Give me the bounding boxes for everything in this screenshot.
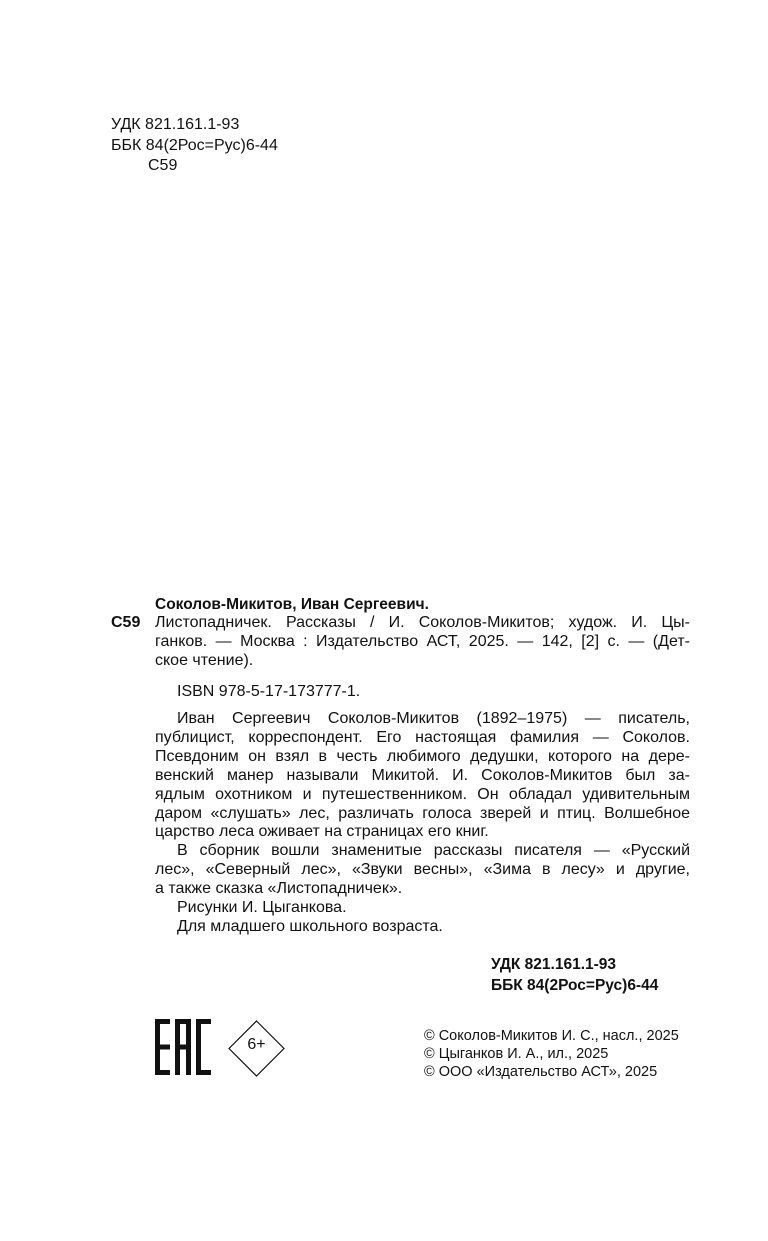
bbk-code: ББК 84(2Рос=Рус)6-44 xyxy=(111,136,278,154)
annotation xyxy=(155,710,690,937)
annotation-line: публицист, корреспондент. Его настоящая фамилия — Соколов. xyxy=(155,728,690,746)
author-code: С59 xyxy=(148,157,178,174)
bottom-classification-codes xyxy=(491,954,658,996)
bbk-code-bottom: ББК 84(2Рос=Рус)6-44 xyxy=(491,977,659,994)
contents-line: лес», «Северный лес», «Звуки весны», «Зима в лесу» и другие, xyxy=(155,861,690,879)
isbn-block xyxy=(155,683,690,702)
isbn: ISBN 978-5-17-173777-1. xyxy=(177,683,361,700)
annotation-line: Псевдоним он взял в честь любимого дедушки, которого на дере- xyxy=(155,747,690,765)
annotation-line: даром «слушать» лес, различать голоса зверей и птиц. Волшебное xyxy=(155,804,690,822)
annotation-line: ядлым охотником и путешественником. Он обладал удивительным xyxy=(155,785,690,803)
copyright-line: © Соколов-Микитов И. С., насл., 2025 xyxy=(424,1028,679,1044)
audience-note: Для младшего школьного возраста. xyxy=(177,917,443,935)
eac-mark-icon xyxy=(154,1018,212,1076)
title-line: Листопадничек. Рассказы / И. Соколов-Микитов; худож. И. Цы- xyxy=(155,614,690,631)
annotation-line: венский манер называли Микитой. И. Соколов-Микитов был за- xyxy=(155,766,690,784)
contents-line: а также сказка «Листопадничек». xyxy=(155,880,403,898)
udk-code-bottom: УДК 821.161.1-93 xyxy=(491,956,617,973)
author-code-margin: С59 xyxy=(111,614,141,631)
contents-line: В сборник вошли знаменитые рассказы писателя — «Русский xyxy=(177,842,690,860)
udk-code: УДК 821.161.1-93 xyxy=(111,116,240,133)
title-description xyxy=(155,614,690,671)
annotation-line: царство леса оживает на страницах его книг. xyxy=(155,823,489,841)
copyright-line: © ООО «Издательство АСТ», 2025 xyxy=(424,1064,658,1080)
copyright-line: © Цыганков И. А., ил., 2025 xyxy=(424,1046,609,1062)
title-line: ганков. — Москва : Издательство АСТ, 2025. — 142, [2] с. — (Дет- xyxy=(155,632,690,650)
illustrations-credit: Рисунки И. Цыганкова. xyxy=(177,899,347,917)
copyright-block xyxy=(424,1027,679,1081)
annotation-line: Иван Сергеевич Соколов-Микитов (1892–1975) — писатель, xyxy=(177,710,690,727)
top-classification-codes xyxy=(111,115,278,177)
age-rating: 6+ xyxy=(247,1036,266,1053)
author-heading: Соколов-Микитов, Иван Сергеевич. xyxy=(155,596,429,613)
title-line: ское чтение). xyxy=(155,651,254,669)
